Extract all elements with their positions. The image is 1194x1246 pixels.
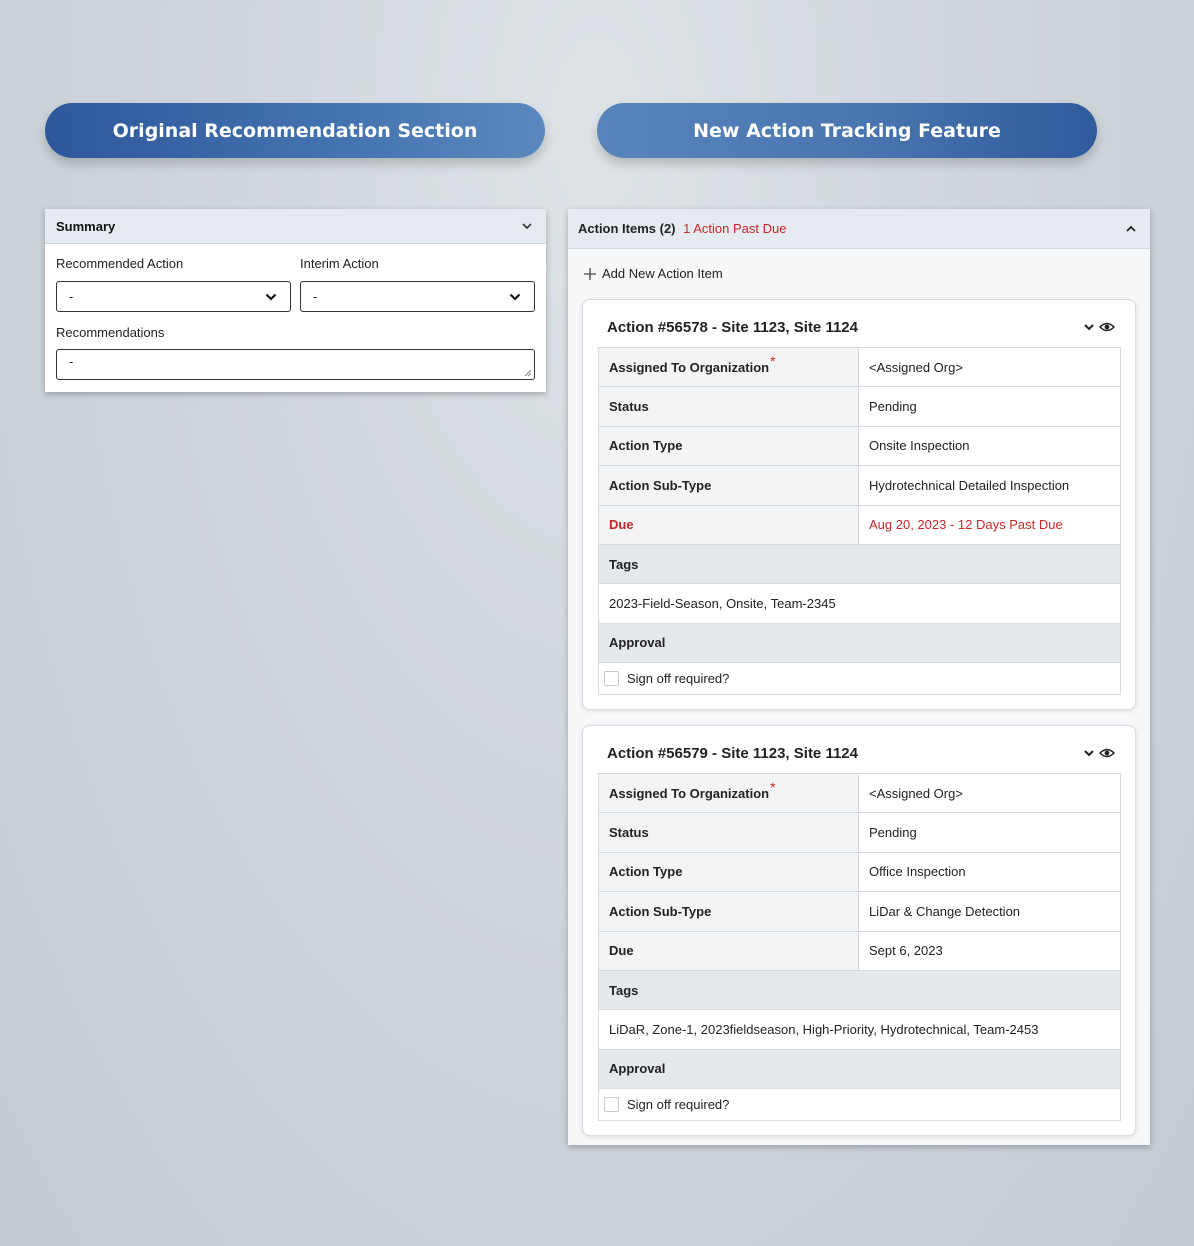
recommendations-label: Recommendations: [56, 325, 165, 340]
assigned-org-value[interactable]: <Assigned Org>: [869, 785, 963, 801]
action-subtype-value[interactable]: LiDar & Change Detection: [869, 903, 1021, 919]
interim-action-select[interactable]: [300, 281, 535, 312]
interim-action-value: -: [313, 289, 318, 304]
action-type-label: Action Type: [599, 853, 859, 891]
action-card: [582, 299, 1136, 710]
action-type-value[interactable]: Office Inspection: [869, 864, 966, 880]
summary-title: Summary: [56, 218, 116, 234]
chevron-down-icon: [508, 290, 522, 304]
chevron-down-icon[interactable]: [520, 219, 534, 233]
action-card: [582, 725, 1136, 1136]
required-mark: *: [770, 779, 776, 796]
status-value[interactable]: Pending: [869, 399, 917, 415]
action-items-panel: [568, 209, 1150, 1145]
recommended-action-select[interactable]: [56, 281, 291, 312]
signoff-label: Sign off required?: [627, 1097, 730, 1113]
action-type-label: Action Type: [599, 427, 859, 465]
signoff-checkbox[interactable]: [604, 671, 619, 686]
table-row: [599, 892, 1120, 931]
chevron-down-icon[interactable]: [1083, 747, 1095, 759]
original-section-label: Original Recommendation Section: [45, 103, 545, 158]
tags-value[interactable]: 2023-Field-Season, Onsite, Team-2345: [599, 584, 1120, 623]
action-subtype-value[interactable]: Hydrotechnical Detailed Inspection: [869, 477, 1070, 493]
tags-value[interactable]: LiDaR, Zone-1, 2023fieldseason, High-Priority, Hydrotechnical, Team-2453: [599, 1010, 1120, 1049]
table-row: [599, 506, 1120, 545]
resize-handle-icon[interactable]: [524, 369, 532, 377]
chevron-down-icon[interactable]: [1083, 321, 1095, 333]
action-subtype-label: Action Sub-Type: [599, 466, 859, 504]
recommended-action-label: Recommended Action: [56, 256, 184, 271]
required-mark: *: [770, 353, 776, 370]
signoff-row: [599, 663, 1120, 694]
eye-icon[interactable]: [1099, 747, 1115, 759]
chevron-down-icon: [264, 290, 278, 304]
signoff-checkbox[interactable]: [604, 1097, 619, 1112]
due-label: Due: [599, 506, 859, 544]
approval-label: Approval: [599, 624, 1120, 663]
assigned-org-value[interactable]: <Assigned Org>: [869, 359, 963, 375]
past-due-indicator: 1 Action Past Due: [683, 221, 787, 236]
action-card-title: Action #56579 - Site 1123, Site 1124: [607, 745, 858, 762]
due-value[interactable]: Aug 20, 2023 - 12 Days Past Due: [869, 517, 1063, 533]
recommendations-value: -: [69, 354, 74, 369]
tags-label: Tags: [599, 545, 1120, 584]
status-value[interactable]: Pending: [869, 825, 917, 841]
action-details-table: [598, 773, 1121, 1121]
action-type-value[interactable]: Onsite Inspection: [869, 438, 970, 454]
table-row: [599, 813, 1120, 852]
due-label: Due: [599, 932, 859, 970]
table-row: [599, 932, 1120, 971]
action-subtype-label: Action Sub-Type: [599, 892, 859, 930]
chevron-up-icon[interactable]: [1124, 222, 1138, 236]
status-label: Status: [599, 387, 859, 425]
action-card-title: Action #56578 - Site 1123, Site 1124: [607, 319, 858, 336]
summary-panel: [45, 209, 546, 392]
action-items-count: Action Items (2): [578, 221, 676, 236]
recommendations-textarea[interactable]: [56, 349, 535, 380]
signoff-row: [599, 1089, 1120, 1120]
table-row: [599, 387, 1120, 426]
status-label: Status: [599, 813, 859, 851]
summary-header[interactable]: [45, 209, 546, 244]
eye-icon[interactable]: [1099, 321, 1115, 333]
plus-icon: [583, 267, 597, 281]
action-details-table: [598, 347, 1121, 695]
table-row: [599, 853, 1120, 892]
new-feature-label: New Action Tracking Feature: [597, 103, 1097, 158]
assigned-org-label: Assigned To Organization: [609, 359, 770, 375]
table-row: [599, 427, 1120, 466]
table-row: [599, 774, 1120, 813]
action-items-header[interactable]: [568, 209, 1150, 249]
approval-label: Approval: [599, 1050, 1120, 1089]
signoff-label: Sign off required?: [627, 671, 730, 687]
add-new-action-item-label: Add New Action Item: [602, 266, 723, 281]
table-row: [599, 466, 1120, 505]
table-row: [599, 348, 1120, 387]
tags-label: Tags: [599, 971, 1120, 1010]
due-value[interactable]: Sept 6, 2023: [869, 943, 943, 959]
recommended-action-value: -: [69, 289, 74, 304]
interim-action-label: Interim Action: [300, 256, 379, 271]
assigned-org-label: Assigned To Organization: [609, 785, 770, 801]
add-new-action-item-button[interactable]: [583, 266, 723, 281]
